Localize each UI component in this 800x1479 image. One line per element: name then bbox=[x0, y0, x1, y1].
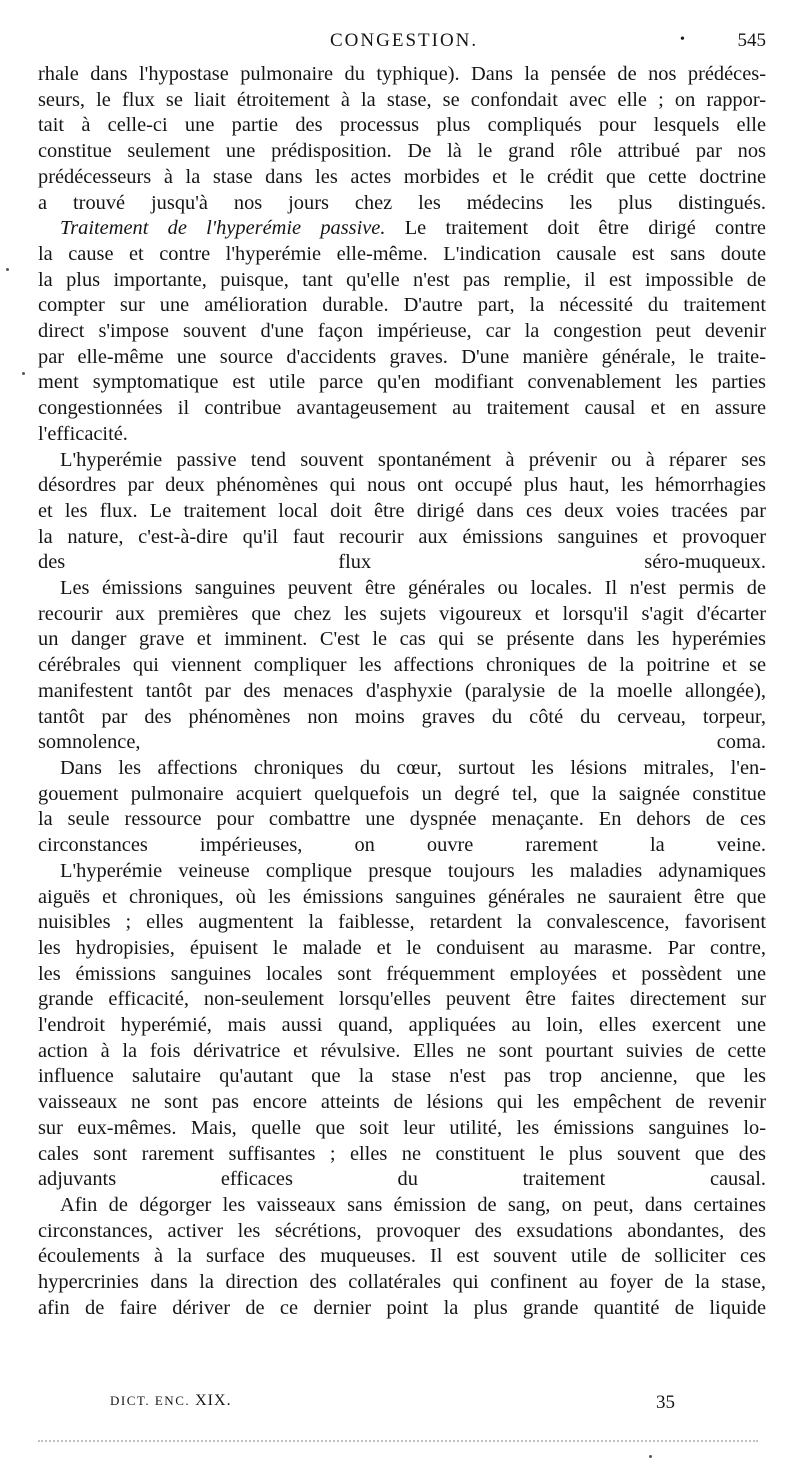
text-line: manifestent tantôt par des menaces d'asphyxie (paralysie de la moelle allongée), bbox=[38, 679, 766, 702]
text-line: ment symptomatique est utile parce qu'en modifiant convenablement les parties bbox=[38, 371, 766, 394]
margin-speck bbox=[6, 268, 9, 271]
text-line: Dans les affections chroniques du cœur, surtout les lésions mitrales, l'en- bbox=[60, 756, 766, 779]
text-line: et les flux. Le traitement local doit être dirigé dans ces deux voies tracées par bbox=[38, 499, 766, 522]
paragraph-7 bbox=[38, 1193, 766, 1322]
text-line: L'hyperémie veineuse complique presque toujours les maladies adynamiques bbox=[60, 859, 766, 882]
text-line: recourir aux premières que chez les sujets vigoureux et lorsqu'il s'agit d'écarter bbox=[38, 602, 766, 625]
text-line: vaisseaux ne sont pas encore atteints de lésions qui les empêchent de revenir bbox=[38, 1091, 766, 1114]
text-line: la seule ressource pour combattre une dyspnée menaçante. En dehors de ces bbox=[38, 808, 766, 831]
margin-speck bbox=[22, 372, 25, 375]
text-line: Afin de dégorger les vaisseaux sans émission de sang, on peut, dans certaines bbox=[60, 1193, 766, 1216]
paragraph-6 bbox=[38, 859, 766, 1193]
text-line: Les émissions sanguines peuvent être générales ou locales. Il n'est permis de bbox=[60, 577, 766, 600]
text-line: constitue seulement une prédisposition. De là le grand rôle attribué par nos bbox=[38, 140, 766, 163]
text-line: afin de faire dériver de ce dernier point la plus grande quantité de liquide bbox=[38, 1296, 766, 1319]
text-line: des flux séro-muqueux. bbox=[38, 551, 766, 574]
paragraph-heading: Traitement de l'hyperémie passive. bbox=[60, 217, 386, 240]
body-text bbox=[38, 62, 766, 1321]
text-line: a trouvé jusqu'à nos jours chez les médecins les plus distingués. bbox=[38, 191, 766, 214]
margin-speck bbox=[649, 1455, 652, 1458]
paragraph-2-treatment bbox=[38, 216, 766, 447]
text-line: influence salutaire qu'autant que la stase n'est pas trop ancienne, que les bbox=[38, 1065, 766, 1088]
text-line: désordres par deux phénomènes qui nous ont occupé plus haut, les hémorrhagies bbox=[38, 474, 766, 497]
text-line: écoulements à la surface des muqueuses. Il est souvent utile de solliciter ces bbox=[38, 1245, 766, 1268]
page-number: 545 bbox=[737, 30, 766, 51]
text-line: la nature, c'est-à-dire qu'il faut recourir aux émissions sanguines et provoquer bbox=[38, 525, 766, 548]
text-line: action à la fois dérivatrice et révulsive. Elles ne sont pourtant suivies de cette bbox=[38, 1039, 766, 1062]
text-line: congestionnées il contribue avantageusement au traitement causal et en assure bbox=[38, 397, 766, 420]
bleed-through-line bbox=[38, 1440, 758, 1444]
text-line: nuisibles ; elles augmentent la faiblesse, retardent la convalescence, favorisent bbox=[38, 911, 766, 934]
text-line: cales sont rarement suffisantes ; elles ne constituent le plus souvent que des bbox=[38, 1142, 766, 1165]
running-head: CONGESTION. bbox=[330, 30, 479, 51]
text-line: les émissions sanguines locales sont fréquemment employées et possèdent une bbox=[38, 962, 766, 985]
text-line: grande efficacité, non-seulement lorsqu'elles peuvent être faites directement sur bbox=[38, 988, 766, 1011]
page-footer bbox=[38, 1392, 766, 1416]
text-line: gouement pulmonaire acquiert quelquefois un degré tel, que la saignée constitue bbox=[38, 782, 766, 805]
volume-number: XIX. bbox=[195, 1392, 232, 1409]
paragraph-3 bbox=[38, 448, 766, 577]
sheet-number: 35 bbox=[656, 1392, 675, 1413]
text-line: somnolence, coma. bbox=[38, 731, 766, 754]
text-line: seurs, le flux se liait étroitement à la stase, se confondait avec elle ; on rappor- bbox=[38, 88, 766, 111]
signature-mark bbox=[110, 1392, 232, 1410]
signature-prefix: DICT. ENC. bbox=[110, 1393, 191, 1408]
text-line: tait à celle-ci une partie des processus plus compliqués pour lesquels elle bbox=[38, 114, 766, 137]
text-line: la plus importante, puisque, tant qu'elle n'est pas remplie, il est impossible de bbox=[38, 268, 766, 291]
text-line: un danger grave et imminent. C'est le cas qui se présente dans les hyperémies bbox=[38, 628, 766, 651]
header-mark: • bbox=[680, 32, 685, 47]
text-line: les hydropisies, épuisent le malade et le conduisent au marasme. Par contre, bbox=[38, 936, 766, 959]
text-line: compter sur une amélioration durable. D'autre part, la nécessité du traitement bbox=[38, 294, 766, 317]
text-line: sur eux-mêmes. Mais, quelle que soit leur utilité, les émissions sanguines lo- bbox=[38, 1116, 766, 1139]
text-line: tantôt par des phénomènes non moins graves du côté du cerveau, torpeur, bbox=[38, 705, 766, 728]
page-header bbox=[38, 30, 766, 56]
text-line: rhale dans l'hypostase pulmonaire du typhique). Dans la pensée de nos prédéces- bbox=[38, 63, 766, 85]
text-line: prédécesseurs à la stase dans les actes morbides et le crédit que cette doctrine bbox=[38, 165, 766, 188]
text-line: Le traitement doit être dirigé contre bbox=[385, 217, 766, 240]
text-line: L'hyperémie passive tend souvent spontanément à prévenir ou à réparer ses bbox=[60, 448, 766, 471]
paragraph-1 bbox=[38, 62, 766, 216]
text-line: la cause et contre l'hyperémie elle-même. L'indication causale est sans doute bbox=[38, 242, 766, 265]
text-line: direct s'impose souvent d'une façon impérieuse, car la congestion peut devenir bbox=[38, 320, 766, 343]
text-line: circonstances impérieuses, on ouvre rarement la veine. bbox=[38, 834, 766, 857]
paragraph-4 bbox=[38, 576, 766, 756]
text-line: circonstances, activer les sécrétions, provoquer des exsudations abondantes, des bbox=[38, 1219, 766, 1242]
text-line: aiguës et chroniques, où les émissions sanguines générales ne sauraient être que bbox=[38, 885, 766, 908]
text-line: hypercrinies dans la direction des collatérales qui confinent au foyer de la stase, bbox=[38, 1271, 766, 1294]
text-line: adjuvants efficaces du traitement causal. bbox=[38, 1168, 766, 1191]
text-line: l'endroit hyperémié, mais aussi quand, appliquées au loin, elles exercent une bbox=[38, 1014, 766, 1037]
paragraph-5 bbox=[38, 756, 766, 859]
text-line: cérébrales qui viennent compliquer les affections chroniques de la poitrine et se bbox=[38, 654, 766, 677]
text-line: l'efficacité. bbox=[38, 422, 128, 445]
text-line: par elle-même une source d'accidents graves. D'une manière générale, le traite- bbox=[38, 345, 766, 368]
